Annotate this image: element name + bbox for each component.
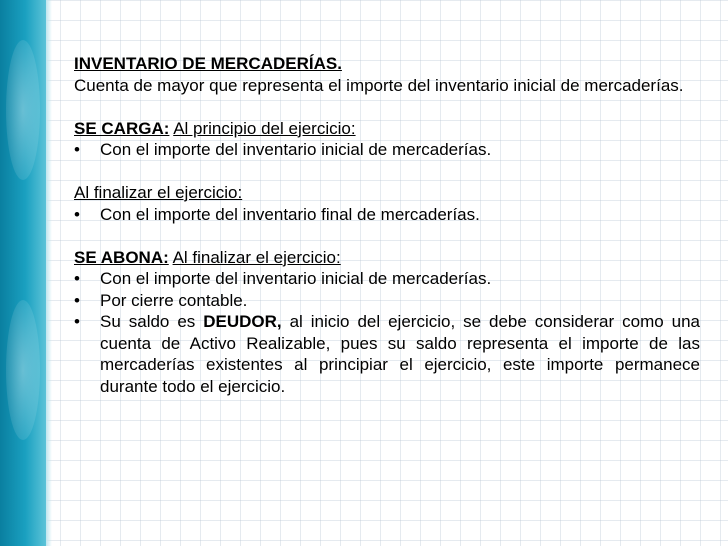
saldo-prefix: Su saldo es bbox=[100, 312, 204, 331]
abona-section-heading bbox=[74, 247, 700, 269]
carga-when: Al principio del ejercicio: bbox=[173, 118, 356, 138]
saldo-item bbox=[100, 311, 700, 397]
abona-item: Con el importe del inventario inicial de mercaderías. bbox=[100, 269, 492, 288]
slide-title: INVENTARIO DE MERCADERÍAS. bbox=[74, 54, 342, 73]
saldo-rest: al inicio del ejercicio, se debe considerar como una cuenta de Activo Realizable, pues su saldo representa el importe de las mercaderías existentes al principiar el ejercicio, este importe permanece durante todo el ejercicio. bbox=[100, 312, 700, 396]
side-bar-glow bbox=[6, 40, 40, 180]
bullet-icon: • bbox=[74, 140, 80, 159]
bullet-icon: • bbox=[74, 269, 80, 288]
abona-item: Por cierre contable. bbox=[100, 290, 248, 310]
abona-when: Al finalizar el ejercicio: bbox=[172, 247, 341, 267]
carga-section-heading bbox=[74, 118, 700, 140]
decorative-side-bar bbox=[0, 0, 46, 546]
list-item bbox=[74, 204, 700, 226]
list-item bbox=[74, 311, 700, 397]
final-when: Al finalizar el ejercicio: bbox=[74, 183, 243, 202]
abona-heading: SE ABONA: bbox=[74, 247, 169, 267]
slide-description: Cuenta de mayor que representa el importe del inventario inicial de mercaderías. bbox=[74, 75, 684, 95]
bullet-icon: • bbox=[74, 290, 80, 310]
side-bar-edge bbox=[46, 0, 52, 546]
slide-content bbox=[74, 53, 700, 397]
side-bar-glow bbox=[6, 300, 40, 440]
saldo-deudor: DEUDOR, bbox=[203, 312, 282, 331]
final-item: Con el importe del inventario final de mercaderías. bbox=[100, 204, 480, 224]
bullet-icon: • bbox=[74, 204, 80, 224]
list-item bbox=[74, 290, 700, 312]
list-item bbox=[74, 268, 700, 290]
carga-heading: SE CARGA: bbox=[74, 118, 170, 138]
list-item bbox=[74, 139, 700, 161]
carga-item: Con el importe del inventario inicial de mercaderías. bbox=[100, 140, 492, 159]
bullet-icon: • bbox=[74, 312, 80, 331]
